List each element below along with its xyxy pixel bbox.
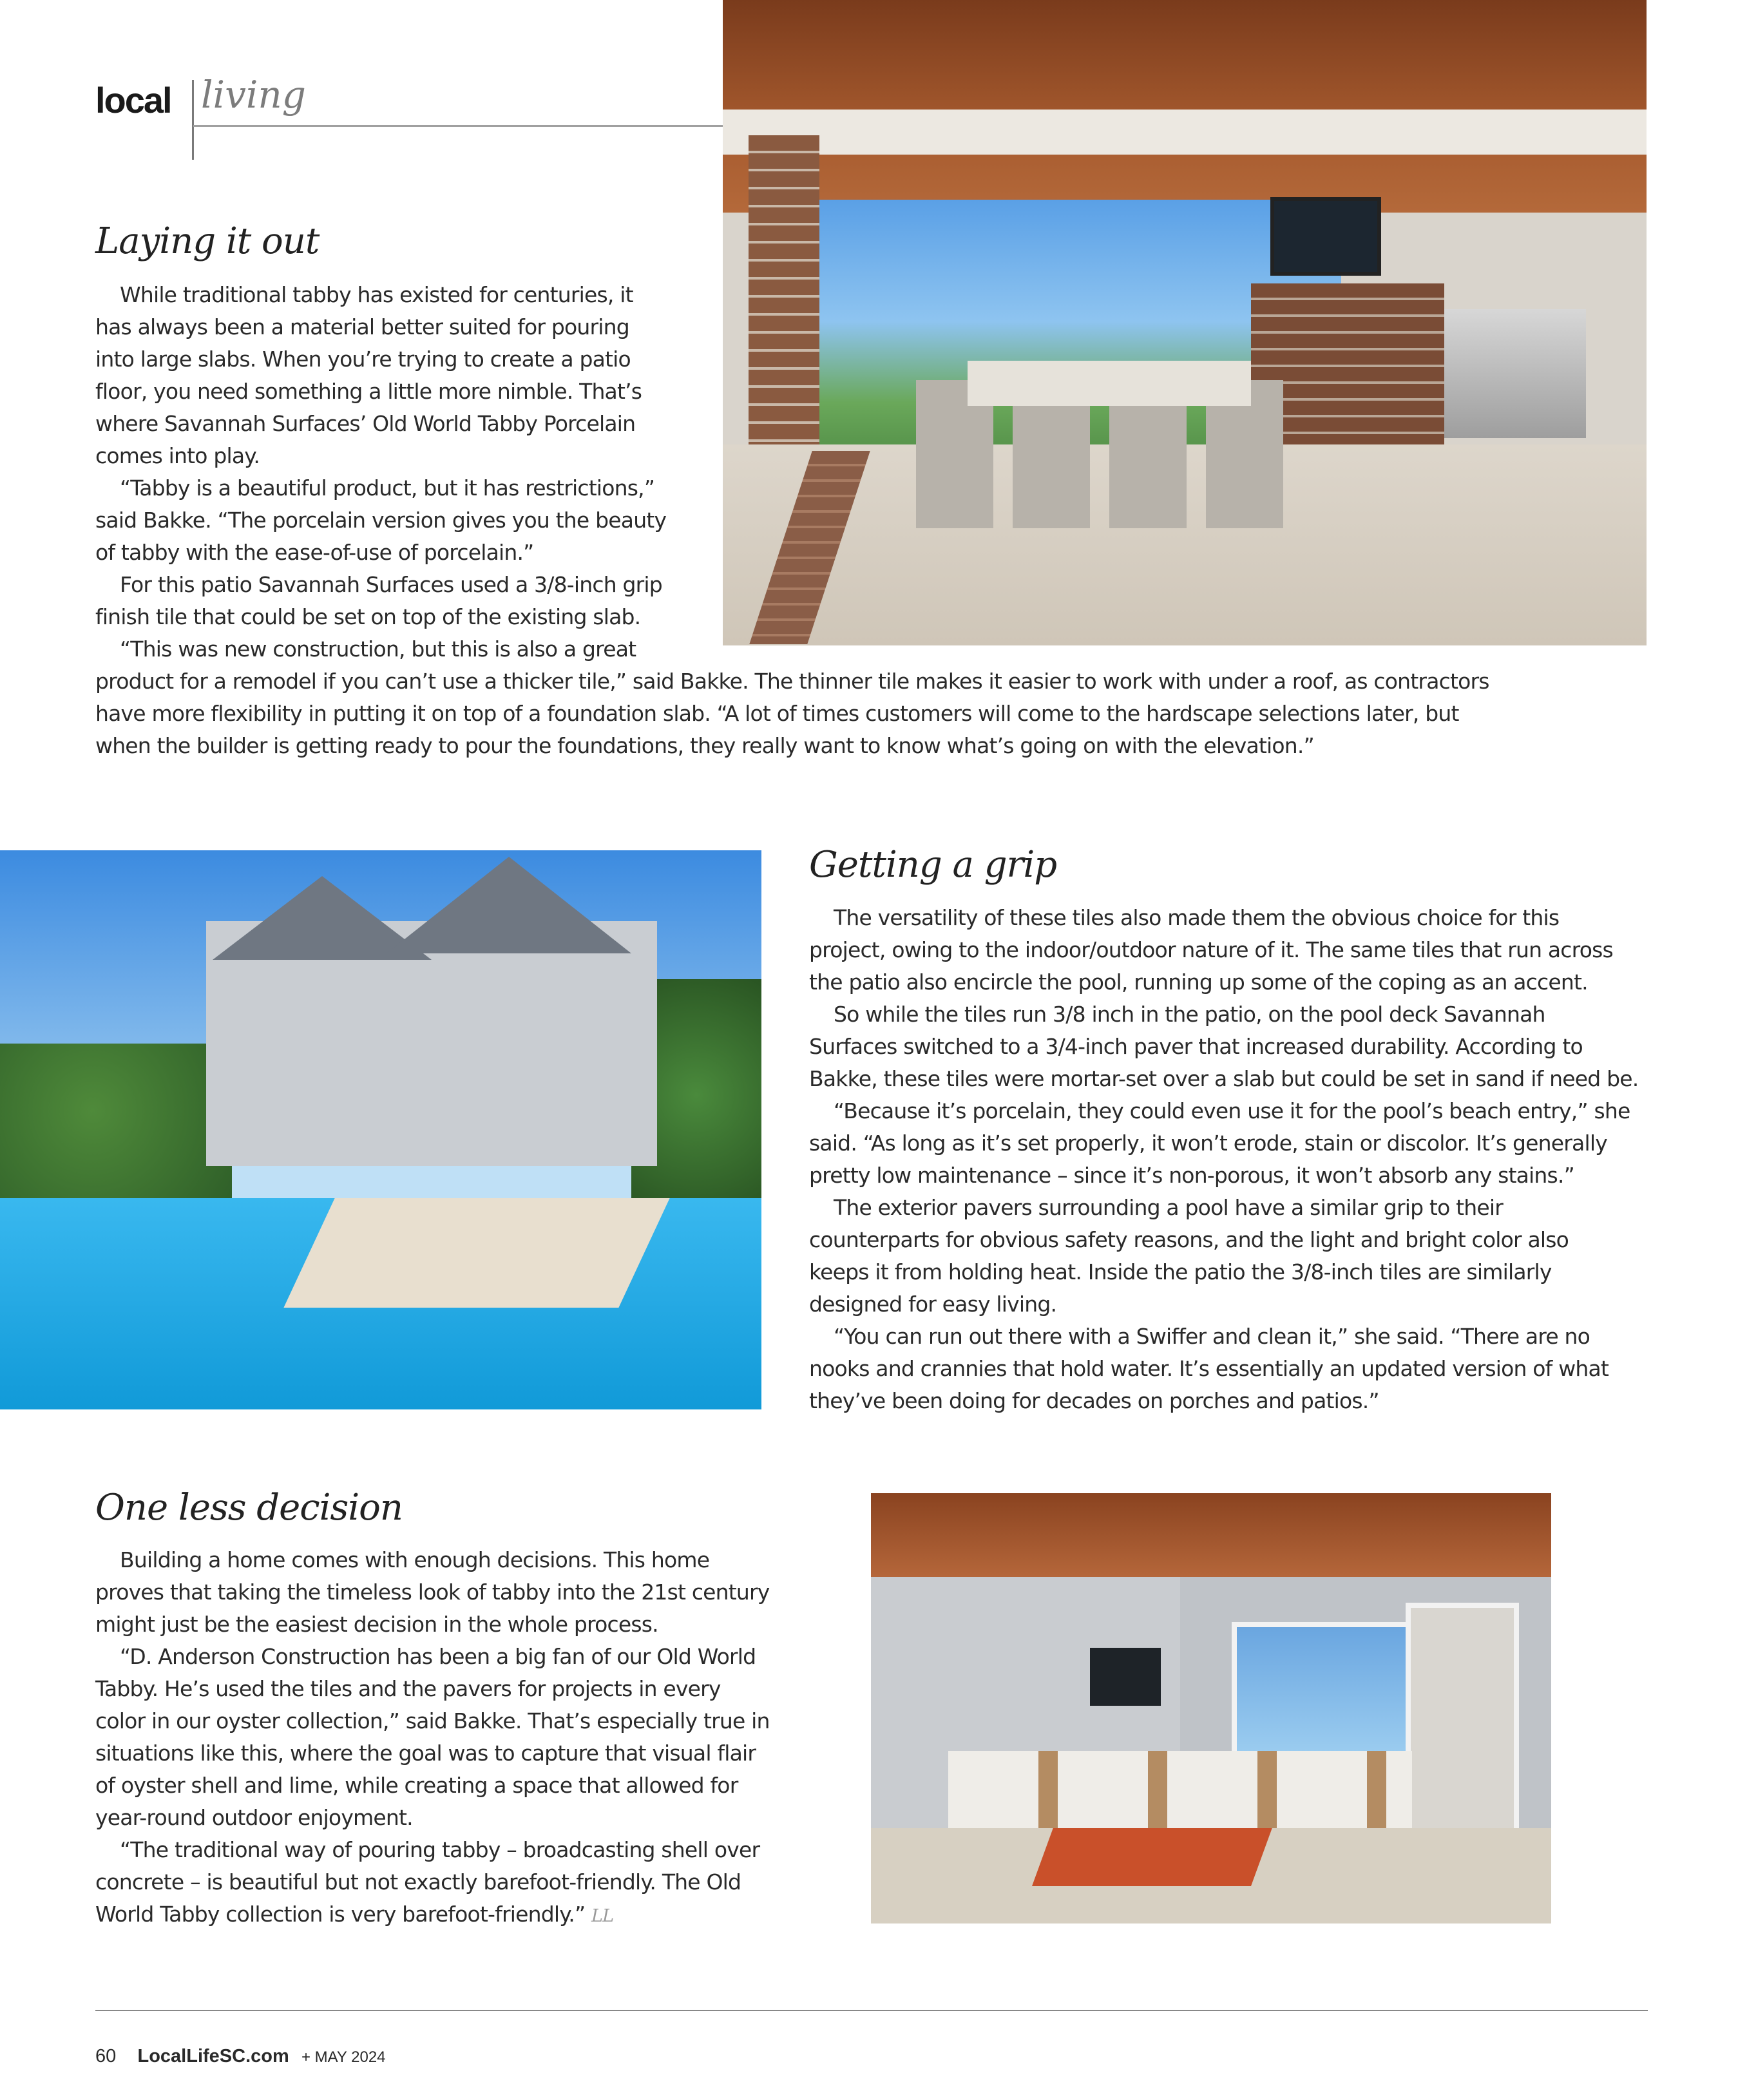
text-line: have more flexibility in putting it on top of a foundation slab. “A lot of times customers will come to the hardscape selections later, but [95, 701, 1459, 726]
text-line: of tabby with the ease-of-use of porcelain.” [95, 540, 534, 565]
text-line: finish tile that could be set on top of the existing slab. [95, 604, 641, 629]
text-line: “You can run out there with a Swiffer and clean it,” she said. “There are no [834, 1324, 1590, 1349]
footer [95, 2045, 386, 2067]
text-line: said Bakke. “The porcelain version gives you the beauty [95, 508, 667, 533]
heading-laying-it-out: Laying it out [95, 220, 320, 262]
text-line: the patio also encircle the pool, running up some of the coping as an accent. [809, 969, 1588, 995]
text-line: color in our oyster collection,” said Bakke. That’s especially true in [95, 1708, 770, 1733]
text-line: said. “As long as it’s set properly, it won’t erode, stain or discolor. It’s generally [809, 1131, 1607, 1156]
text-line: While traditional tabby has existed for centuries, it [120, 282, 633, 307]
site-name: LocalLifeSC.com [137, 2046, 289, 2067]
text-line: of oyster shell and lime, while creating a space that allowed for [95, 1773, 738, 1798]
text-line: “D. Anderson Construction has been a big fan of our Old World [120, 1644, 756, 1669]
text-line: into large slabs. When you’re trying to create a patio [95, 347, 631, 372]
text-line: proves that taking the timeless look of tabby into the 21st century [95, 1580, 770, 1605]
heading-one-less-decision: One less decision [95, 1487, 403, 1529]
text-line: might just be the easiest decision in the whole process. [95, 1612, 658, 1637]
page-number: 60 [95, 2046, 117, 2067]
text-line: Bakke, these tiles were mortar-set over a slab but could be set in sand if need be. [809, 1066, 1639, 1091]
text-line: “Tabby is a beautiful product, but it has restrictions,” [120, 475, 655, 501]
text-line: “This was new construction, but this is also a great [120, 636, 636, 662]
text-line: comes into play. [95, 443, 260, 468]
text-line: For this patio Savannah Surfaces used a 3/8-inch grip [120, 572, 662, 597]
signoff-mark: LL [591, 1906, 614, 1926]
text-line: counterparts for obvious safety reasons, and the light and bright color also [809, 1227, 1569, 1252]
text-line: concrete – is beautiful but not exactly barefoot-friendly. The Old [95, 1869, 741, 1895]
section1-body [95, 279, 1489, 762]
text-line: The versatility of these tiles also made them the obvious choice for this [834, 905, 1560, 930]
text-line: has always been a material better suited for pouring [95, 314, 629, 339]
section3-body [95, 1544, 770, 1931]
text-line: Tabby. He’s used the tiles and the pavers for projects in every [95, 1676, 721, 1701]
text-line: year-round outdoor enjoyment. [95, 1805, 413, 1830]
text-line: product for a remodel if you can’t use a thicker tile,” said Bakke. The thinner tile makes it easier to work with under a roof, as contractors [95, 669, 1489, 694]
heading-getting-a-grip: Getting a grip [809, 844, 1057, 886]
text-line: Surfaces switched to a 3/4-inch paver that increased durability. According to [809, 1034, 1583, 1059]
text-line: Building a home comes with enough decisions. This home [120, 1547, 710, 1572]
photo-house-pool [0, 850, 761, 1409]
footer-rule [95, 2010, 1648, 2011]
text-line: designed for easy living. [809, 1292, 1057, 1317]
text-line: situations like this, where the goal was to capture that visual flair [95, 1741, 756, 1766]
masthead-living: living [201, 73, 306, 117]
text-line: project, owing to the indoor/outdoor nature of it. The same tiles that run across [809, 937, 1613, 962]
section2-body [809, 902, 1638, 1417]
text-line: when the builder is getting ready to pour the foundations, they really want to know what’s going on with the elevation.” [95, 733, 1314, 758]
text-line: nooks and crannies that hold water. It’s essentially an updated version of what [809, 1356, 1609, 1381]
text-line: So while the tiles run 3/8 inch in the patio, on the pool deck Savannah [834, 1002, 1545, 1027]
text-line: they’ve been doing for decades on porches and patios.” [809, 1388, 1379, 1413]
text-line-content: World Tabby collection is very barefoot-friendly.” [95, 1902, 586, 1927]
photo-porch-lounge [871, 1493, 1551, 1923]
text-line [95, 1898, 770, 1931]
text-line: keeps it from holding heat. Inside the patio the 3/8-inch tiles are similarly [809, 1259, 1552, 1284]
text-line: floor, you need something a little more nimble. That’s [95, 379, 642, 404]
text-line: The exterior pavers surrounding a pool have a similar grip to their [834, 1195, 1504, 1220]
text-line: pretty low maintenance – since it’s non-porous, it won’t absorb any stains.” [809, 1163, 1574, 1188]
text-line: “Because it’s porcelain, they could even use it for the pool’s beach entry,” she [834, 1098, 1630, 1123]
masthead-rule [193, 125, 723, 127]
issue-date: + MAY 2024 [301, 2048, 386, 2066]
text-line: “The traditional way of pouring tabby – broadcasting shell over [120, 1837, 760, 1862]
masthead-divider [192, 80, 194, 160]
text-line: where Savannah Surfaces’ Old World Tabby Porcelain [95, 411, 636, 436]
masthead-local: local [95, 80, 171, 120]
